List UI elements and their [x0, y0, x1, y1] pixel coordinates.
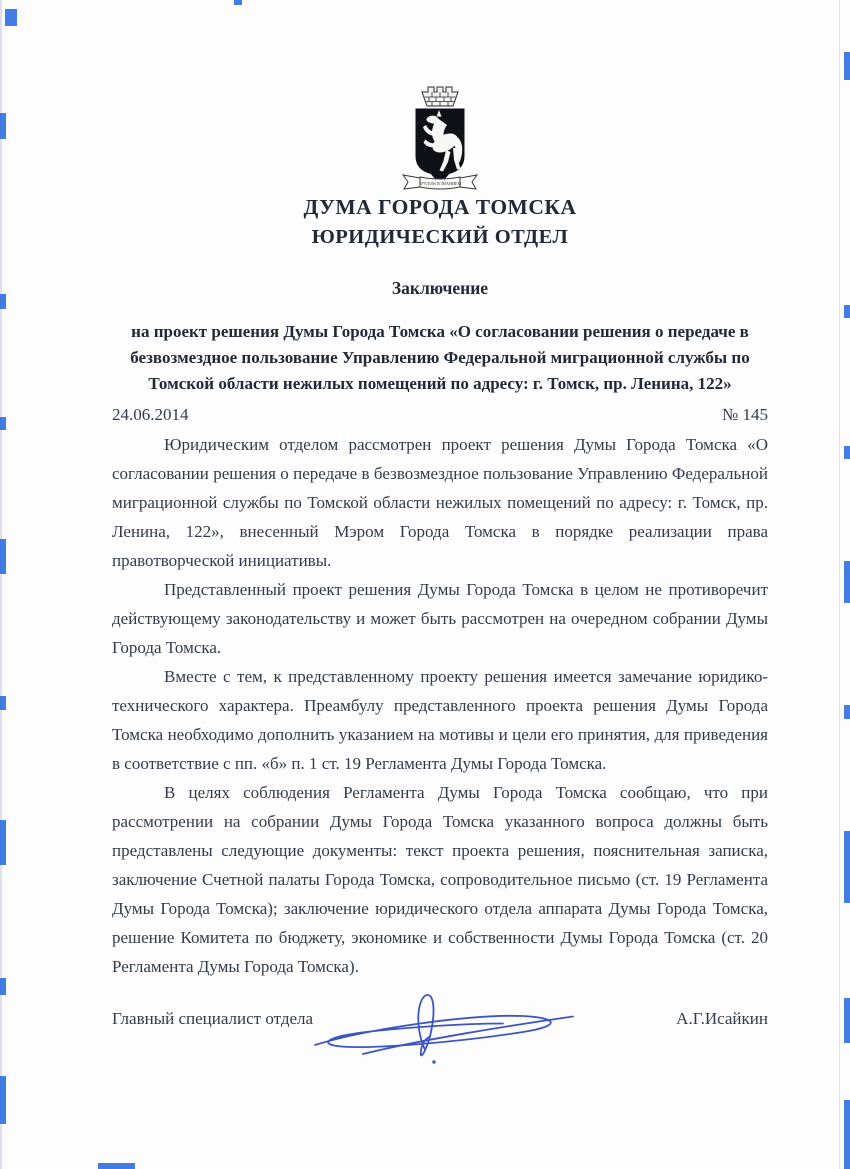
scan-mark: [844, 52, 850, 80]
signer-name: А.Г.Исайкин: [676, 1009, 768, 1029]
tomsk-coat-of-arms: [112, 86, 768, 190]
scan-mark: [5, 9, 17, 26]
coat-of-arms-icon: [394, 86, 486, 190]
signature-block: [112, 1009, 768, 1029]
scan-mark: [844, 561, 850, 603]
department-name: ЮРИДИЧЕСКИЙ ОТДЕЛ: [311, 225, 569, 248]
document-number: № 145: [722, 405, 768, 425]
body-paragraph: Представленный проект решения Думы Города Томска в целом не противоречит действующему законодательству и может быть рассмотрен на очередном собрании Думы Города Томска.: [112, 580, 768, 658]
scan-mark: [0, 294, 6, 309]
scan-mark: [0, 820, 6, 865]
scan-mark: [0, 978, 6, 995]
body-paragraph: Вместе с тем, к представленному проекту решения имеется замечание юридико-технического характера. Преамбулу представленного проекта решения Думы Города Томска необходимо дополнить указанием на мотивы и цели его принятия, для приведения в соответствие с пп. «б» п. 1 ст. 19 Регламента Думы Города Томска.: [112, 667, 768, 774]
scan-mark: [844, 446, 850, 459]
scan-edge-right: [839, 0, 840, 1169]
scan-mark: [844, 305, 850, 318]
body-paragraph: Юридическим отделом рассмотрен проект решения Думы Города Томска «О согласовании решения о передаче в безвозмездное пользование Управлению Федеральной миграционной службы по Томской области нежилых помещений по адресу: г. Томск, пр. Ленина, 122», внесенный Мэром Города Томска в порядке реализации права правотворческой инициативы.: [112, 435, 768, 571]
scan-mark: [0, 1076, 6, 1124]
document-date: 24.06.2014: [112, 405, 189, 425]
handwritten-signature: [307, 987, 607, 1069]
document-body: [112, 430, 768, 981]
scan-mark: [844, 998, 850, 1043]
scan-mark: [0, 696, 6, 710]
scan-mark: [0, 539, 6, 574]
org-name: ДУМА ГОРОДА ТОМСКА: [303, 195, 577, 219]
mural-crown-icon: [422, 87, 458, 106]
document-subject: на проект решения Думы Города Томска «О согласовании решения о передаче в безвозмездное пользование Управлению Федеральной миграционной службы по Томской области нежилых помещений по адресу: г. Томск, пр. Ленина, 122»: [130, 322, 750, 394]
document-meta-row: [112, 405, 768, 425]
scan-mark: [844, 705, 850, 719]
document-type-title: Заключение: [391, 278, 489, 299]
scan-mark: [844, 831, 850, 903]
scan-mark: [98, 1163, 135, 1169]
motto-text: ТРУДОМ И ЗНАНИЕМ: [418, 180, 462, 186]
scan-mark: [0, 417, 6, 430]
body-paragraph: В целях соблюдения Регламента Думы Города Томска сообщаю, что при рассмотрении на собрании Думы Города Томска указанного вопроса должны быть представлены следующие документы: текст проекта решения, пояснительная записка, заключение Счетной палаты Города Томска, сопроводительное письмо (ст. 19 Регламента Думы Города Томска); заключение юридического отдела аппарата Думы Города Томска, решение Комитета по бюджету, экономике и собственности Думы Города Томска (ст. 20 Регламента Думы Города Томска).: [112, 783, 768, 977]
signer-position: Главный специалист отдела: [112, 1009, 314, 1029]
scan-mark: [844, 1100, 850, 1169]
scan-mark: [0, 113, 6, 139]
